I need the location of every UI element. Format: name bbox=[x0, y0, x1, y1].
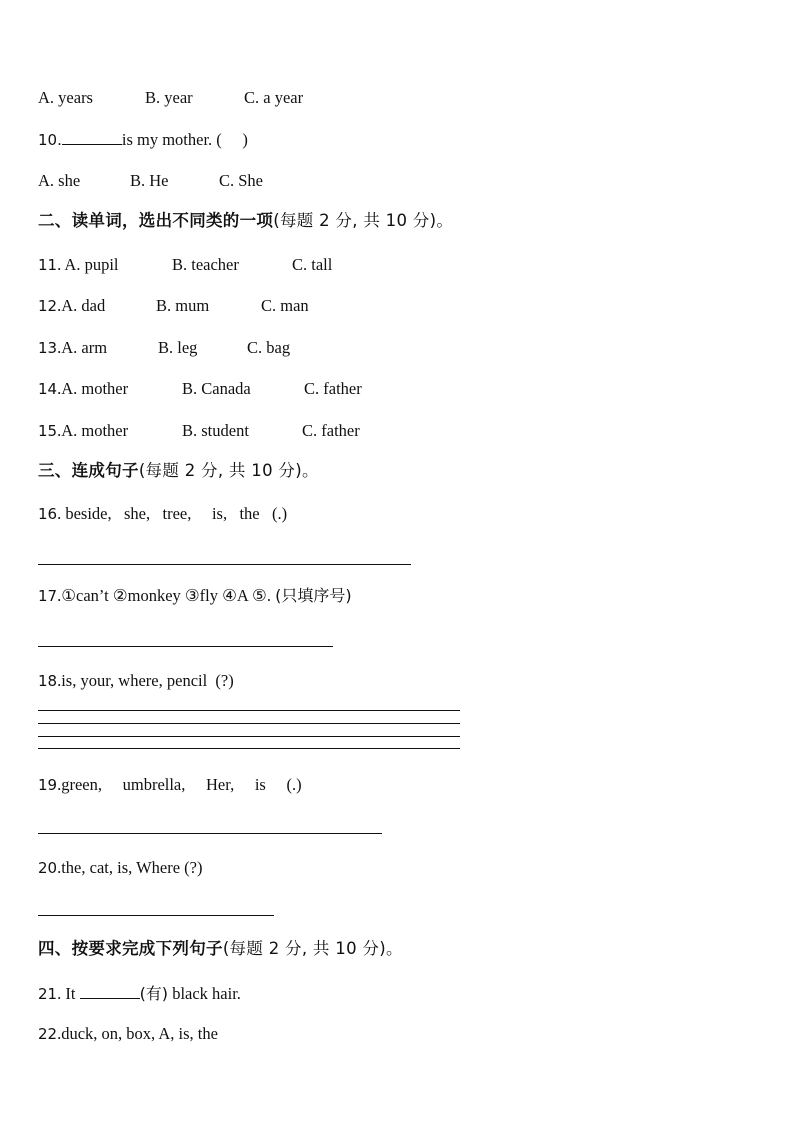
q11-number: 11 bbox=[38, 256, 58, 274]
q17-number: 17 bbox=[38, 587, 58, 605]
q9-option-a: A. years bbox=[38, 88, 93, 107]
q18-answer-line-3[interactable] bbox=[38, 736, 460, 737]
q15-option-a-text: .A. mother bbox=[57, 421, 129, 440]
q16-answer-line[interactable] bbox=[38, 564, 411, 565]
q14-option-a bbox=[38, 379, 128, 399]
q12-option-c: C. man bbox=[261, 296, 309, 315]
q10-option-c: C. She bbox=[219, 171, 264, 190]
q14-number: 14 bbox=[38, 380, 58, 398]
section-4-heading bbox=[38, 939, 403, 959]
q21-answer-blank[interactable] bbox=[80, 983, 140, 999]
section-2-points: (每题 2 分, 共 10 分)。 bbox=[273, 211, 454, 230]
q18-answer-line-2[interactable] bbox=[38, 723, 460, 724]
q20-number: 20 bbox=[38, 859, 58, 877]
q22-question bbox=[38, 1024, 218, 1044]
q22-number: 22 bbox=[38, 1025, 58, 1043]
q11-option-b: B. teacher bbox=[172, 255, 239, 274]
q18-text: .is, your, where, pencil (?) bbox=[57, 671, 234, 690]
section-2-heading bbox=[38, 211, 453, 231]
q18-answer-line-1[interactable] bbox=[38, 710, 460, 711]
q19-text: .green, umbrella, Her, is (.) bbox=[57, 775, 302, 794]
q15-option-b: B. student bbox=[182, 421, 249, 440]
section-4-title: 四、按要求完成下列句子 bbox=[38, 939, 223, 958]
q11-option-a-text: . A. pupil bbox=[57, 255, 119, 274]
q15-option-c: C. father bbox=[302, 421, 360, 440]
q17-answer-line[interactable] bbox=[38, 646, 333, 647]
q18-question bbox=[38, 671, 234, 691]
q16-question bbox=[38, 504, 287, 524]
q21-number: 21 bbox=[38, 985, 58, 1003]
q9-option-c: C. a year bbox=[244, 88, 304, 107]
q16-text: . beside, she, tree, is, the (.) bbox=[57, 504, 288, 523]
q14-option-b: B. Canada bbox=[182, 379, 251, 398]
q19-question bbox=[38, 775, 302, 795]
q21-text-post: black hair. bbox=[168, 984, 241, 1003]
section-3-heading bbox=[38, 461, 319, 481]
q10-option-a: A. she bbox=[38, 171, 81, 190]
q10-answer-blank[interactable] bbox=[62, 129, 122, 145]
q13-option-c: C. bag bbox=[247, 338, 291, 357]
q10-number: 10. bbox=[38, 131, 62, 149]
q18-answer-line-4[interactable] bbox=[38, 748, 460, 749]
q14-option-c: C. father bbox=[304, 379, 362, 398]
q10-option-b: B. He bbox=[130, 171, 169, 190]
q15-option-a bbox=[38, 421, 128, 441]
q19-answer-line[interactable] bbox=[38, 833, 382, 834]
q10-question bbox=[38, 129, 248, 150]
q17-question bbox=[38, 586, 352, 606]
q13-option-a-text: .A. arm bbox=[57, 338, 108, 357]
q12-option-a bbox=[38, 296, 105, 316]
q9-option-b: B. year bbox=[145, 88, 193, 107]
q13-option-a bbox=[38, 338, 107, 358]
q13-option-b: B. leg bbox=[158, 338, 198, 357]
q17-note: (只填序号) bbox=[275, 586, 352, 605]
q11-option-a bbox=[38, 255, 119, 275]
q20-answer-line[interactable] bbox=[38, 915, 274, 916]
q12-option-b: B. mum bbox=[156, 296, 210, 315]
q22-text: .duck, on, box, A, is, the bbox=[57, 1024, 218, 1043]
q15-number: 15 bbox=[38, 422, 58, 440]
q12-number: 12 bbox=[38, 297, 58, 315]
q13-number: 13 bbox=[38, 339, 58, 357]
q10-text: is my mother. ( ) bbox=[121, 130, 248, 149]
q18-number: 18 bbox=[38, 672, 58, 690]
q12-option-a-text: .A. dad bbox=[57, 296, 106, 315]
q20-text: .the, cat, is, Where (?) bbox=[57, 858, 203, 877]
q21-question bbox=[38, 983, 241, 1004]
q17-text: .①can’t ②monkey ③fly ④A ⑤. bbox=[57, 586, 276, 605]
section-4-points: (每题 2 分, 共 10 分)。 bbox=[222, 939, 403, 958]
section-2-title: 二、读单词，选出不同类的一项 bbox=[38, 211, 274, 230]
section-3-points: (每题 2 分, 共 10 分)。 bbox=[138, 461, 319, 480]
q21-hint: (有) bbox=[139, 984, 169, 1003]
q11-option-c: C. tall bbox=[292, 255, 333, 274]
q14-option-a-text: .A. mother bbox=[57, 379, 129, 398]
q20-question bbox=[38, 858, 202, 878]
section-3-title: 三、连成句子 bbox=[38, 461, 139, 480]
q19-number: 19 bbox=[38, 776, 58, 794]
q16-number: 16 bbox=[38, 505, 58, 523]
q21-text-pre: . It bbox=[57, 984, 80, 1003]
